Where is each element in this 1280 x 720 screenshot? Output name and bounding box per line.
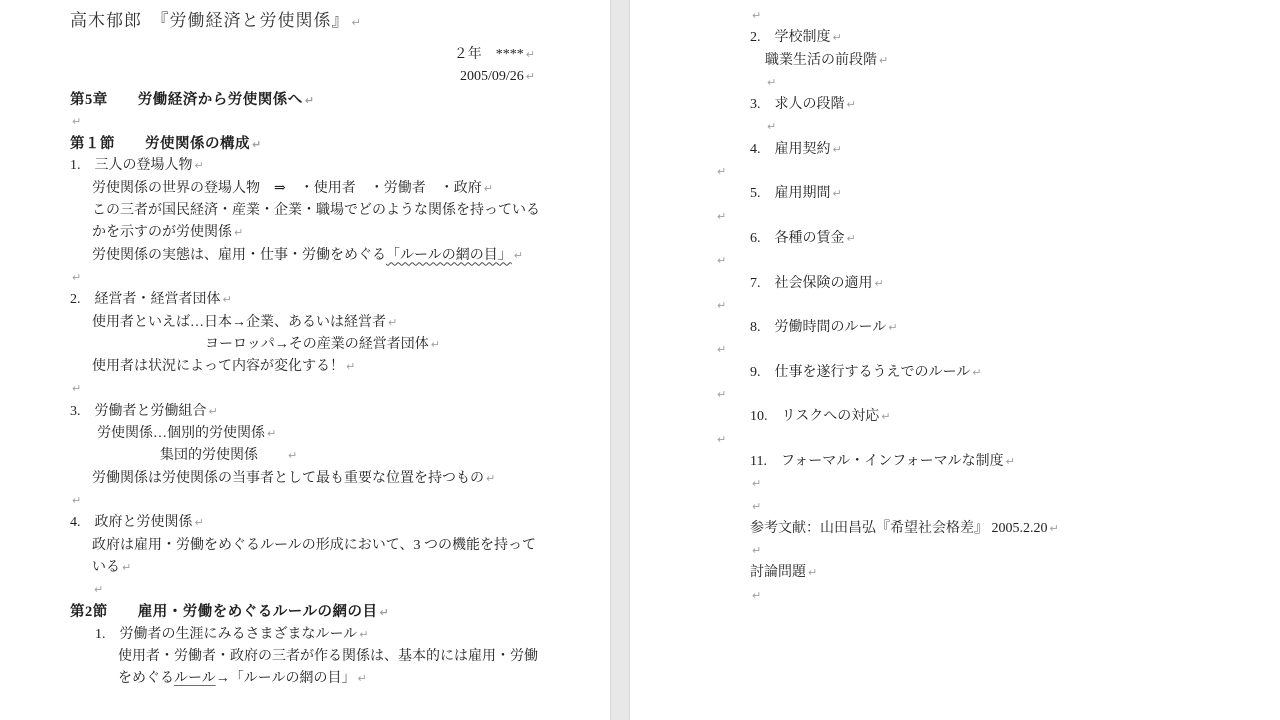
underlined-text: ルール xyxy=(174,671,216,687)
document-page-2[interactable] xyxy=(630,0,1280,720)
text-run: をめぐる xyxy=(118,671,174,687)
text-line xyxy=(715,228,1240,250)
text-run: →「ルールの網の目」 xyxy=(215,671,356,687)
blank-line xyxy=(715,429,1240,451)
blank-line xyxy=(70,378,535,400)
text-run: 労使関係の実態は、雇用・仕事・労働をめぐる xyxy=(92,247,386,263)
paragraph-mark-icon: ↵ xyxy=(304,93,315,107)
blank-line xyxy=(715,116,1240,138)
paragraph-mark-icon: ↵ xyxy=(525,70,535,84)
text-run: 7. 社会保険の適用 xyxy=(750,275,873,291)
paragraph-mark-icon: ↵ xyxy=(222,293,232,307)
blank-line xyxy=(715,585,1240,607)
text-run: 8. 労働時間のルール xyxy=(750,320,887,336)
text-run: 3. 労働者と労働組合 xyxy=(70,403,207,419)
text-line xyxy=(70,312,535,334)
text-run: 5. 雇用期間 xyxy=(750,186,831,202)
underlined-text: 「ルールの網の目」 xyxy=(386,247,512,263)
text-run: 使用者といえば…日本→企業、あるいは経営者 xyxy=(92,314,386,330)
blank-line xyxy=(715,384,1240,406)
text-run: 使用者は状況によって内容が変化する！ xyxy=(92,359,344,375)
text-line xyxy=(70,557,535,579)
text-line xyxy=(715,94,1240,116)
text-line xyxy=(70,89,535,111)
text-line xyxy=(70,155,535,177)
paragraph-mark-icon: ↵ xyxy=(717,298,727,312)
text-line xyxy=(70,468,535,490)
blank-line xyxy=(715,473,1240,495)
paragraph-mark-icon: ↵ xyxy=(486,471,496,485)
paragraph-mark-icon: ↵ xyxy=(483,181,493,195)
blank-line xyxy=(715,206,1240,228)
text-run: 集団的労使関係 xyxy=(160,448,286,464)
text-line xyxy=(70,624,535,646)
text-line xyxy=(70,535,535,557)
text-line xyxy=(70,8,535,34)
paragraph-mark-icon: ↵ xyxy=(288,449,298,463)
paragraph-mark-icon: ↵ xyxy=(94,583,104,597)
document-page-1[interactable] xyxy=(0,0,610,720)
paragraph-mark-icon: ↵ xyxy=(234,226,244,240)
text-line xyxy=(70,334,535,356)
text-run: 政府は雇用・労働をめぐるルールの形成において、3 つの機能を持って xyxy=(92,537,536,553)
text-line xyxy=(715,518,1240,540)
text-run: 10. リスクへの対応 xyxy=(750,409,880,425)
blank-line xyxy=(715,496,1240,518)
paragraph-mark-icon: ↵ xyxy=(351,16,362,29)
paragraph-mark-icon: ↵ xyxy=(717,343,727,357)
blank-line xyxy=(715,5,1240,27)
paragraph-mark-icon: ↵ xyxy=(767,75,777,89)
text-line xyxy=(715,27,1240,49)
text-line xyxy=(715,362,1240,384)
text-run: 11. フォーマル・インフォーマルな制度 xyxy=(750,453,1004,469)
paragraph-mark-icon: ↵ xyxy=(194,516,204,530)
blank-line xyxy=(715,295,1240,317)
paragraph-mark-icon: ↵ xyxy=(359,627,369,641)
blank-line xyxy=(70,579,535,601)
text-run: 6. 各種の賃金 xyxy=(750,230,845,246)
text-run: 1. 三人の登場人物 xyxy=(70,158,193,174)
text-run: 使用者・労働者・政府の三者が作る関係は、基本的には雇用・労働 xyxy=(118,649,538,665)
paragraph-mark-icon: ↵ xyxy=(752,477,762,491)
text-run: この三者が国民経済・産業・企業・職場でどのような関係を持っている xyxy=(92,203,540,219)
paragraph-mark-icon: ↵ xyxy=(357,672,367,686)
text-line xyxy=(715,406,1240,428)
page-gap-divider xyxy=(610,0,630,720)
text-run: 9. 仕事を遂行するうえでのルール xyxy=(750,364,971,380)
paragraph-mark-icon: ↵ xyxy=(430,337,440,351)
paragraph-mark-icon: ↵ xyxy=(72,114,82,128)
text-run: ２年 **** xyxy=(453,47,524,62)
blank-line xyxy=(70,490,535,512)
text-run: 労使関係の世界の登場人物 ⇒ ・使用者 ・労働者 ・政府 xyxy=(92,180,482,196)
paragraph-mark-icon: ↵ xyxy=(717,388,727,402)
text-run: ヨーロッパ→その産業の経営者団体 xyxy=(205,336,429,352)
paragraph-mark-icon: ↵ xyxy=(388,315,398,329)
paragraph-mark-icon: ↵ xyxy=(267,427,277,441)
text-line xyxy=(70,601,535,623)
paragraph-mark-icon: ↵ xyxy=(525,48,535,61)
text-run: 第5章 労働経済から労使関係へ xyxy=(70,91,303,108)
paragraph-mark-icon: ↵ xyxy=(122,560,132,574)
blank-line xyxy=(70,111,535,133)
text-run: 1. 労働者の生涯にみるさまざまなルール xyxy=(95,626,358,642)
text-line xyxy=(70,668,535,690)
text-line xyxy=(715,562,1240,584)
paragraph-mark-icon: ↵ xyxy=(717,165,727,179)
blank-line xyxy=(715,250,1240,272)
text-line xyxy=(715,317,1240,339)
text-run: 2005/09/26 xyxy=(460,69,524,85)
paragraph-mark-icon: ↵ xyxy=(846,98,856,112)
text-run: 3. 求人の段階 xyxy=(750,97,845,113)
paragraph-mark-icon: ↵ xyxy=(379,606,390,620)
paragraph-mark-icon: ↵ xyxy=(972,365,982,379)
text-run: 第2節 雇用・労働をめぐるルールの網の目 xyxy=(70,604,378,621)
text-run: 2. 学校制度 xyxy=(750,30,831,46)
text-line xyxy=(70,512,535,534)
paragraph-mark-icon: ↵ xyxy=(752,9,762,22)
text-line xyxy=(715,139,1240,161)
text-line xyxy=(70,356,535,378)
text-run: 4. 雇用契約 xyxy=(750,141,831,157)
paragraph-mark-icon: ↵ xyxy=(881,410,891,424)
text-line xyxy=(70,200,540,222)
paragraph-mark-icon: ↵ xyxy=(72,493,82,507)
text-run: いる xyxy=(92,559,120,575)
paragraph-mark-icon: ↵ xyxy=(752,588,762,602)
text-run: 労使関係…個別的労使関係 xyxy=(97,426,265,442)
text-line xyxy=(70,401,535,423)
text-line xyxy=(70,245,535,267)
paragraph-mark-icon: ↵ xyxy=(888,321,898,335)
paragraph-mark-icon: ↵ xyxy=(717,254,727,268)
text-run: かを示すのが労使関係 xyxy=(92,225,232,241)
text-run: 2. 経営者・経営者団体 xyxy=(70,292,221,308)
paragraph-mark-icon: ↵ xyxy=(874,276,884,290)
paragraph-mark-icon: ↵ xyxy=(72,270,82,284)
paragraph-mark-icon: ↵ xyxy=(767,120,777,134)
text-run: 参考文献：山田昌弘『希望社会格差』 2005.2.20 xyxy=(750,520,1048,536)
text-run: 労働関係は労使関係の当事者として最も重要な位置を持つもの xyxy=(92,470,484,486)
text-line xyxy=(70,646,538,668)
text-line xyxy=(715,273,1240,295)
text-line xyxy=(715,451,1240,473)
paragraph-mark-icon: ↵ xyxy=(252,138,262,152)
paragraph-mark-icon: ↵ xyxy=(752,544,762,558)
text-line xyxy=(715,183,1240,205)
text-run: 討論問題 xyxy=(750,565,806,581)
blank-line xyxy=(715,161,1240,183)
paragraph-mark-icon: ↵ xyxy=(832,31,842,45)
blank-line xyxy=(715,339,1240,361)
blank-line xyxy=(715,72,1240,94)
paragraph-mark-icon: ↵ xyxy=(846,231,856,245)
text-line xyxy=(70,445,535,467)
paragraph-mark-icon: ↵ xyxy=(717,209,727,223)
text-line xyxy=(70,222,535,244)
paragraph-mark-icon: ↵ xyxy=(879,53,889,67)
text-line xyxy=(70,133,535,155)
blank-line xyxy=(715,540,1240,562)
paragraph-mark-icon: ↵ xyxy=(717,432,727,446)
text-run: 第１節 労使関係の構成 xyxy=(70,136,250,153)
text-run: 4. 政府と労使関係 xyxy=(70,515,193,531)
paragraph-mark-icon: ↵ xyxy=(208,404,218,418)
text-line xyxy=(70,44,535,66)
text-line xyxy=(70,66,535,88)
text-line xyxy=(70,178,535,200)
paragraph-mark-icon: ↵ xyxy=(72,382,82,396)
text-line xyxy=(70,289,535,311)
paragraph-mark-icon: ↵ xyxy=(513,248,523,262)
text-line xyxy=(70,423,535,445)
paragraph-mark-icon: ↵ xyxy=(752,499,762,513)
paragraph-mark-icon: ↵ xyxy=(832,187,842,201)
paragraph-mark-icon: ↵ xyxy=(346,360,356,374)
paragraph-mark-icon: ↵ xyxy=(1005,454,1015,468)
text-run: 職業生活の前段階 xyxy=(765,52,877,68)
paragraph-mark-icon: ↵ xyxy=(1049,521,1059,535)
text-line xyxy=(715,50,1240,72)
paragraph-mark-icon: ↵ xyxy=(808,566,818,580)
text-run: 高木郁郎 『労働経済と労使関係』 xyxy=(70,11,350,30)
blank-line xyxy=(70,267,535,289)
paragraph-mark-icon: ↵ xyxy=(832,142,842,156)
paragraph-mark-icon: ↵ xyxy=(194,159,204,173)
